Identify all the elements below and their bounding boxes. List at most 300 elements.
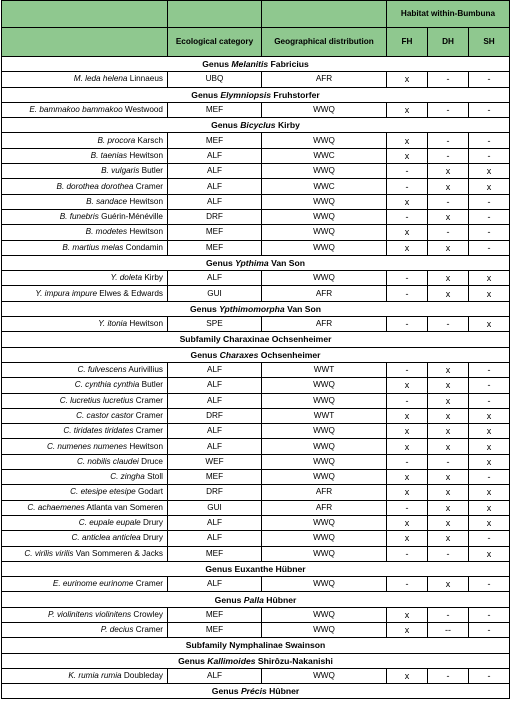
group-heading-genus-name: Précis [240, 686, 267, 697]
habitat-sh-cell: - [469, 240, 510, 255]
ecological-category-cell: ALF [168, 362, 262, 377]
species-binomial: B. sandace [86, 196, 128, 206]
habitat-dh-cell: x [428, 286, 469, 301]
species-name [2, 408, 168, 423]
ecological-category-cell: ALF [168, 439, 262, 454]
habitat-dh-cell: x [428, 164, 469, 179]
group-heading-suffix: Shirôzu-Nakanishi [255, 655, 333, 666]
ecological-category-cell: MEF [168, 622, 262, 637]
habitat-fh-cell: x [387, 225, 428, 240]
table-row [2, 607, 510, 622]
geographical-distribution-cell: WWQ [262, 668, 387, 683]
species-binomial: B. martius melas [62, 242, 124, 252]
ecological-category-cell: ALF [168, 424, 262, 439]
habitat-fh-cell: x [387, 240, 428, 255]
group-heading [2, 653, 510, 668]
header-dh: DH [428, 28, 469, 57]
habitat-dh-cell: x [428, 577, 469, 592]
table-row [2, 454, 510, 469]
species-name [2, 240, 168, 255]
habitat-sh-cell: x [469, 317, 510, 332]
habitat-dh-cell: x [428, 531, 469, 546]
group-heading-genus-name: Kallimoides [207, 655, 256, 666]
geographical-distribution-cell: WWT [262, 408, 387, 423]
species-author: Guérin-Ménéville [98, 212, 163, 222]
header-sh: SH [469, 28, 510, 57]
habitat-sh-cell: x [469, 485, 510, 500]
habitat-dh-cell: - [428, 668, 469, 683]
ecological-category-cell: DRF [168, 485, 262, 500]
table-row [2, 378, 510, 393]
ecological-category-cell: ALF [168, 577, 262, 592]
habitat-dh-cell: - [428, 194, 469, 209]
habitat-fh-cell: - [387, 209, 428, 224]
habitat-sh-cell: x [469, 179, 510, 194]
species-author: Cramer [133, 625, 163, 635]
habitat-fh-cell: - [387, 500, 428, 515]
ecological-category-cell: GUI [168, 286, 262, 301]
species-binomial: M. leda helena [73, 74, 128, 84]
table-row [2, 317, 510, 332]
table-row [2, 133, 510, 148]
species-author: Aurivillius [126, 365, 163, 375]
species-binomial: P. decius [100, 625, 134, 635]
habitat-sh-cell: - [469, 102, 510, 117]
geographical-distribution-cell: WWQ [262, 439, 387, 454]
ecological-category-cell: MEF [168, 133, 262, 148]
species-author: Elwes & Edwards [97, 288, 163, 298]
ecological-category-cell: ALF [168, 515, 262, 530]
species-binomial: P. violinitens violinitens [48, 609, 132, 619]
header-fh: FH [387, 28, 428, 57]
habitat-dh-cell: x [428, 378, 469, 393]
group-heading [2, 638, 510, 653]
group-heading-prefix: Genus [211, 686, 241, 697]
habitat-fh-cell: - [387, 454, 428, 469]
species-author: Cramer [133, 579, 163, 589]
header-blank-species [2, 1, 168, 28]
species-name [2, 622, 168, 637]
habitat-fh-cell: x [387, 607, 428, 622]
species-author: Hewitson [127, 227, 163, 237]
group-row [2, 684, 510, 699]
habitat-dh-cell: - [428, 607, 469, 622]
species-name [2, 393, 168, 408]
table-row [2, 439, 510, 454]
ecological-category-cell: UBQ [168, 72, 262, 87]
table-row [2, 164, 510, 179]
habitat-sh-cell: - [469, 194, 510, 209]
geographical-distribution-cell: WWQ [262, 194, 387, 209]
species-name [2, 424, 168, 439]
ecological-category-cell: ALF [168, 378, 262, 393]
ecological-category-cell: ALF [168, 148, 262, 163]
species-name [2, 148, 168, 163]
table-row [2, 668, 510, 683]
geographical-distribution-cell: WWQ [262, 470, 387, 485]
table-row [2, 577, 510, 592]
geographical-distribution-cell: WWQ [262, 133, 387, 148]
species-binomial: K. rumia rumia [68, 671, 122, 681]
habitat-sh-cell: - [469, 225, 510, 240]
habitat-sh-cell: x [469, 546, 510, 561]
geographical-distribution-cell: WWQ [262, 164, 387, 179]
group-heading-prefix: Genus [202, 59, 232, 70]
habitat-dh-cell: - [428, 454, 469, 469]
habitat-sh-cell: - [469, 378, 510, 393]
habitat-fh-cell: x [387, 102, 428, 117]
group-heading-suffix: Ochsenheimer [258, 349, 321, 360]
geographical-distribution-cell: AFR [262, 72, 387, 87]
group-heading-suffix: Van Son [268, 258, 306, 268]
group-heading [2, 561, 510, 576]
habitat-dh-cell: - [428, 225, 469, 240]
group-heading [2, 684, 510, 699]
group-heading [2, 255, 510, 270]
habitat-fh-cell: - [387, 317, 428, 332]
species-name [2, 577, 168, 592]
species-author: Van Sommeren & Jacks [73, 548, 163, 558]
group-row [2, 332, 510, 347]
habitat-dh-cell: x [428, 393, 469, 408]
species-author: Doubleday [121, 671, 163, 681]
group-heading-prefix: Genus [190, 349, 220, 360]
geographical-distribution-cell: WWQ [262, 622, 387, 637]
geographical-distribution-cell: WWQ [262, 607, 387, 622]
species-author: Cramer [133, 395, 163, 405]
geographical-distribution-cell: WWQ [262, 454, 387, 469]
geographical-distribution-cell: WWQ [262, 225, 387, 240]
habitat-fh-cell: x [387, 408, 428, 423]
habitat-sh-cell: - [469, 607, 510, 622]
table-row [2, 500, 510, 515]
habitat-dh-cell: x [428, 500, 469, 515]
species-binomial: Y. impura impure [35, 288, 98, 298]
habitat-fh-cell: - [387, 546, 428, 561]
habitat-fh-cell: x [387, 148, 428, 163]
species-name [2, 286, 168, 301]
ecological-category-cell: MEF [168, 607, 262, 622]
species-author: Westwood [122, 105, 163, 115]
habitat-sh-cell: x [469, 454, 510, 469]
group-heading-genus-name: Charaxes [219, 349, 259, 360]
species-author: Druce [138, 456, 163, 466]
geographical-distribution-cell: WWQ [262, 515, 387, 530]
habitat-dh-cell: x [428, 470, 469, 485]
table-row [2, 209, 510, 224]
ecological-category-cell: ALF [168, 393, 262, 408]
habitat-sh-cell: x [469, 515, 510, 530]
group-heading-genus-name: Bicyclus [240, 120, 276, 131]
habitat-fh-cell: - [387, 393, 428, 408]
species-name [2, 668, 168, 683]
geographical-distribution-cell: WWQ [262, 531, 387, 546]
geographical-distribution-cell: AFR [262, 286, 387, 301]
ecological-category-cell: ALF [168, 179, 262, 194]
species-author: Stoll [144, 472, 163, 482]
group-heading-genus-name: Ypthimomorpha [219, 303, 285, 314]
habitat-dh-cell: x [428, 439, 469, 454]
group-row [2, 561, 510, 576]
group-row [2, 255, 510, 270]
habitat-dh-cell: x [428, 271, 469, 286]
habitat-fh-cell: - [387, 577, 428, 592]
habitat-sh-cell: x [469, 271, 510, 286]
table-row [2, 225, 510, 240]
species-name [2, 194, 168, 209]
species-author: Hewitson [127, 196, 163, 206]
ecological-category-cell: WEF [168, 454, 262, 469]
geographical-distribution-cell: WWQ [262, 102, 387, 117]
species-author: Drury [140, 533, 163, 543]
table-row [2, 393, 510, 408]
species-binomial: C. numenes numenes [46, 441, 128, 451]
geographical-distribution-cell: WWQ [262, 546, 387, 561]
habitat-dh-cell: - [428, 317, 469, 332]
species-name [2, 133, 168, 148]
species-author: Atlanta van Someren [84, 502, 163, 512]
group-heading-genus-name: Palla [243, 594, 264, 605]
ecological-category-cell: DRF [168, 209, 262, 224]
species-name [2, 500, 168, 515]
species-name [2, 209, 168, 224]
table-row [2, 271, 510, 286]
habitat-fh-cell: - [387, 271, 428, 286]
group-heading-suffix: Fruhstorfer [271, 89, 320, 100]
species-name [2, 164, 168, 179]
table-row [2, 622, 510, 637]
habitat-dh-cell: x [428, 485, 469, 500]
group-heading [2, 57, 510, 72]
habitat-fh-cell: x [387, 378, 428, 393]
geographical-distribution-cell: WWQ [262, 424, 387, 439]
species-binomial: C. lucretius lucretius [59, 395, 134, 405]
group-heading-prefix: Genus [205, 258, 236, 268]
ecological-category-cell: ALF [168, 668, 262, 683]
habitat-fh-cell: x [387, 668, 428, 683]
table-row [2, 424, 510, 439]
species-author: Kirby [142, 273, 163, 283]
species-binomial: E. eurinome eurinome [52, 579, 134, 589]
group-row [2, 118, 510, 133]
habitat-sh-cell: - [469, 668, 510, 683]
species-author: Hewitson [127, 319, 163, 329]
habitat-fh-cell: x [387, 72, 428, 87]
geographical-distribution-cell: WWQ [262, 240, 387, 255]
group-row [2, 347, 510, 362]
habitat-sh-cell: - [469, 393, 510, 408]
group-heading [2, 87, 510, 102]
species-author: Crowley [131, 609, 163, 619]
ecological-category-cell: DRF [168, 408, 262, 423]
table-row [2, 470, 510, 485]
species-binomial: C. tiridates tiridates [63, 426, 134, 436]
geographical-distribution-cell: WWC [262, 179, 387, 194]
table-row [2, 362, 510, 377]
species-name [2, 515, 168, 530]
table-row [2, 531, 510, 546]
geographical-distribution-cell: AFR [262, 317, 387, 332]
species-binomial: B. modetes [85, 227, 128, 237]
group-row [2, 57, 510, 72]
group-heading-suffix: Kirby [275, 120, 300, 131]
geographical-distribution-cell: WWT [262, 362, 387, 377]
species-binomial: C. nobilis claudei [76, 456, 139, 466]
habitat-sh-cell: x [469, 408, 510, 423]
species-binomial: B. funebris [59, 212, 99, 222]
species-author: Godart [135, 487, 163, 497]
species-binomial: Y. doleta [110, 273, 143, 283]
species-binomial: B. vulgaris [101, 166, 140, 176]
habitat-dh-cell: - [428, 133, 469, 148]
species-author: Cramer [133, 181, 163, 191]
ecological-category-cell: SPE [168, 317, 262, 332]
habitat-fh-cell: x [387, 515, 428, 530]
habitat-sh-cell: - [469, 470, 510, 485]
group-heading-suffix: Hûbner [263, 594, 297, 605]
group-heading [2, 118, 510, 133]
species-binomial: B. dorothea dorothea [56, 181, 134, 191]
group-heading-genus-name: Elymniopsis [220, 89, 272, 100]
group-heading-prefix: Genus [190, 303, 220, 314]
table-row [2, 546, 510, 561]
species-binomial: C. anticlea anticlea [71, 533, 141, 543]
species-binomial: C. etesipe etesipe [70, 487, 136, 497]
habitat-fh-cell: x [387, 194, 428, 209]
habitat-dh-cell: x [428, 209, 469, 224]
habitat-sh-cell: - [469, 148, 510, 163]
header-blank-category [168, 1, 262, 28]
table-row [2, 286, 510, 301]
group-heading-suffix: Fabricius [268, 59, 309, 70]
species-author: Condamin [123, 242, 163, 252]
ecological-category-cell: ALF [168, 194, 262, 209]
habitat-sh-cell: - [469, 72, 510, 87]
group-heading-suffix: Hûbner [266, 686, 300, 697]
habitat-sh-cell: - [469, 622, 510, 637]
ecological-category-cell: MEF [168, 546, 262, 561]
header-species [2, 28, 168, 57]
habitat-dh-cell: - [428, 148, 469, 163]
habitat-fh-cell: x [387, 531, 428, 546]
species-name [2, 439, 168, 454]
ecological-category-cell: ALF [168, 271, 262, 286]
group-heading-genus-name: Ypthima [235, 258, 269, 268]
table-row [2, 194, 510, 209]
habitat-sh-cell: - [469, 362, 510, 377]
habitat-fh-cell: - [387, 179, 428, 194]
species-name [2, 362, 168, 377]
habitat-dh-cell: -- [428, 622, 469, 637]
group-heading-prefix: Genus [211, 120, 241, 131]
species-name [2, 607, 168, 622]
geographical-distribution-cell: WWQ [262, 209, 387, 224]
species-author: Cramer [133, 426, 163, 436]
group-heading [2, 347, 510, 362]
habitat-dh-cell: x [428, 240, 469, 255]
group-heading-prefix: Genus [191, 89, 221, 100]
group-heading-prefix: Genus [178, 655, 208, 666]
table-body [2, 57, 510, 699]
group-row [2, 638, 510, 653]
habitat-fh-cell: - [387, 286, 428, 301]
table-row [2, 179, 510, 194]
species-name [2, 485, 168, 500]
species-binomial: E. bammakoo bammakoo [29, 105, 123, 115]
ecological-category-cell: GUI [168, 500, 262, 515]
species-name [2, 271, 168, 286]
habitat-sh-cell: - [469, 209, 510, 224]
species-name [2, 317, 168, 332]
habitat-dh-cell: x [428, 362, 469, 377]
geographical-distribution-cell: WWC [262, 148, 387, 163]
species-author: Drury [140, 518, 163, 528]
table-row [2, 240, 510, 255]
group-heading [2, 592, 510, 607]
species-binomial: C. achaemenes [27, 502, 85, 512]
species-binomial: C. castor castor [76, 410, 134, 420]
header-geographical-distribution: Geographical distribution [262, 28, 387, 57]
habitat-sh-cell: - [469, 531, 510, 546]
habitat-dh-cell: - [428, 72, 469, 87]
group-heading-suffix: Van Son [284, 303, 322, 314]
geographical-distribution-cell: WWQ [262, 378, 387, 393]
habitat-sh-cell: - [469, 133, 510, 148]
table-row [2, 72, 510, 87]
geographical-distribution-cell: AFR [262, 500, 387, 515]
header-habitat-group: Habitat within-Bumbuna [387, 1, 510, 28]
geographical-distribution-cell: AFR [262, 485, 387, 500]
species-binomial: C. cynthia cynthia [74, 380, 140, 390]
habitat-sh-cell: x [469, 164, 510, 179]
group-heading-prefix: Genus Euxanthe Hübner [205, 563, 306, 574]
species-binomial: B. taenias [90, 150, 128, 160]
species-name [2, 546, 168, 561]
habitat-dh-cell: x [428, 515, 469, 530]
habitat-fh-cell: x [387, 133, 428, 148]
group-heading-genus-name: Melanitis [231, 59, 269, 70]
habitat-fh-cell: x [387, 439, 428, 454]
species-name [2, 225, 168, 240]
header-blank-distribution [262, 1, 387, 28]
species-author: Cramer [133, 410, 163, 420]
species-name [2, 454, 168, 469]
group-row [2, 301, 510, 316]
species-binomial: B. procora [97, 135, 136, 145]
habitat-dh-cell: - [428, 546, 469, 561]
habitat-dh-cell: - [428, 102, 469, 117]
species-author: Hewitson [127, 150, 163, 160]
species-name [2, 378, 168, 393]
geographical-distribution-cell: WWQ [262, 393, 387, 408]
habitat-dh-cell: x [428, 408, 469, 423]
species-name [2, 102, 168, 117]
table-row [2, 408, 510, 423]
species-binomial: C. fulvescens [77, 365, 127, 375]
habitat-sh-cell: x [469, 500, 510, 515]
species-author: Butler [139, 380, 163, 390]
table-row [2, 148, 510, 163]
species-author: Linnaeus [127, 74, 163, 84]
group-row [2, 592, 510, 607]
species-binomial: Y. itonia [98, 319, 128, 329]
habitat-dh-cell: x [428, 179, 469, 194]
ecological-category-cell: MEF [168, 225, 262, 240]
table-row [2, 485, 510, 500]
geographical-distribution-cell: WWQ [262, 271, 387, 286]
group-row [2, 87, 510, 102]
habitat-sh-cell: x [469, 424, 510, 439]
